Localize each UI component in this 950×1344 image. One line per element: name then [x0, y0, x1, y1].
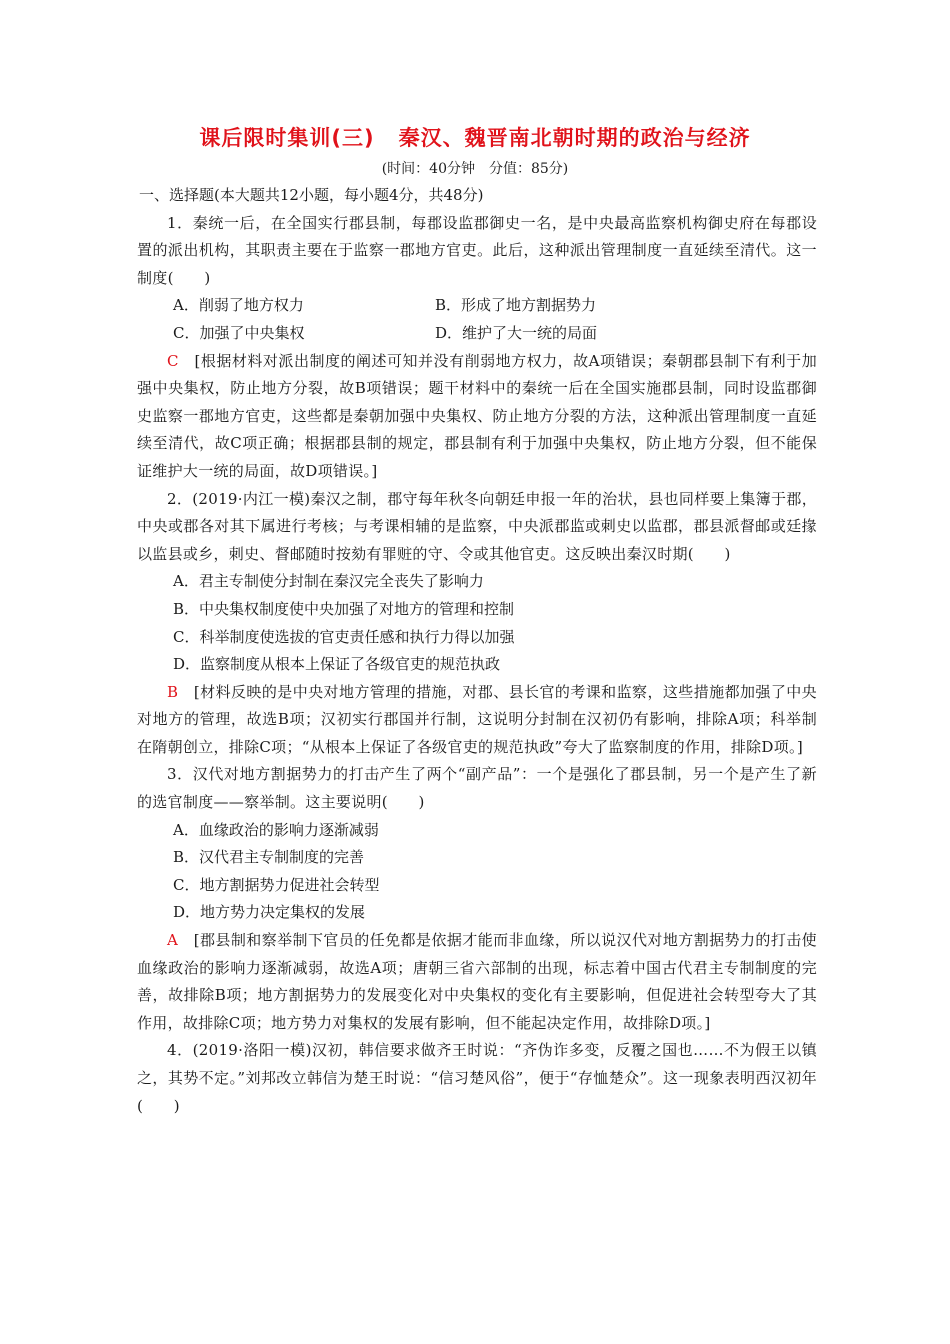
question-3-explanation	[137, 927, 817, 1037]
question-3-answer: A	[167, 931, 179, 950]
question-2-explanation-text: [材料反映的是中央对地方管理的措施，对郡、县长官的考课和监察，这些措施都加强了中央对地方的管理，故选B项；汉初实行郡国并行制，这说明分封制在汉初仍有影响，排除A项；科举制在隋朝创立，排除C项；“从根本上保证了各级官吏的规范执政”夸大了监察制度的作用，排除D项。]	[137, 682, 817, 756]
question-2-option-b: B．中央集权制度使中央加强了对地方的管理和控制	[173, 599, 515, 618]
question-1-option-d: D．维护了大一统的局面	[435, 323, 598, 342]
question-2-answer: B	[167, 682, 179, 701]
question-1-answer: C	[167, 351, 179, 370]
page-title	[0, 122, 950, 152]
question-3-option-d: D．地方势力决定集权的发展	[173, 903, 366, 922]
question-3-option-b: B．汉代君主专制制度的完善	[173, 848, 365, 867]
question-1-option-a: A．削弱了地方权力	[173, 296, 304, 315]
question-1-options-row-2	[137, 320, 817, 348]
time-score-info: (时间：40分钟 分值：85分)	[381, 161, 569, 177]
document-body	[137, 182, 817, 1120]
question-1-explanation	[137, 348, 817, 486]
title-topic: 秦汉、魏晋南北朝时期的政治与经济	[398, 126, 751, 150]
question-4-stem: 4．(2019·洛阳一模)汉初，韩信要求做齐王时说：“齐伪诈多变，反覆之国也……不为假王以镇之，其势不定。”刘邦改立韩信为楚王时说：“信习楚风俗”，便于“存恤楚众”。这一现象表明西汉初年( )	[137, 1041, 817, 1115]
question-1-option-c: C．加强了中央集权	[173, 323, 305, 342]
question-1-stem: 1．秦统一后，在全国实行郡县制，每郡设监郡御史一名，是中央最高监察机构御史府在每郡设置的派出机构，其职责主要在于监察一郡地方官吏。此后，这种派出管理制度一直延续至清代。这一制度( )	[137, 213, 817, 287]
question-2-option-a: A．君主专制使分封制在秦汉完全丧失了影响力	[173, 572, 484, 591]
question-2-explanation	[137, 679, 817, 762]
question-2-option-d: D．监察制度从根本上保证了各级官吏的规范执政	[173, 655, 501, 674]
section-heading: 一、选择题(本大题共12小题，每小题4分，共48分)	[139, 186, 484, 204]
title-series: 课后限时集训(三)	[199, 126, 375, 150]
question-1-option-b: B．形成了地方割据势力	[435, 296, 597, 315]
question-2-stem: 2．(2019·内江一模)秦汉之制，郡守每年秋冬向朝廷申报一年的治状，县也同样要上集簿于郡，中央或郡各对其下属进行考核；与考课相辅的是监察，中央派郡监或刺史以监郡，郡县派督邮或廷掾以监县或乡，刺史、督邮随时按劾有罪赃的守、令或其他官吏。这反映出秦汉时期( )	[137, 489, 817, 563]
question-1-options-row-1	[137, 292, 817, 320]
question-3-option-c: C．地方割据势力促进社会转型	[173, 875, 380, 894]
question-1-explanation-text: [根据材料对派出制度的阐述可知并没有削弱地方权力，故A项错误；秦朝郡县制下有利于加强中央集权，防止地方分裂，故B项错误；题干材料中的秦统一后在全国实施郡县制，同时设监郡御史监察一郡地方官吏，这些都是秦朝加强中央集权、防止地方分裂的方法，这种派出管理制度一直延续至清代，故C项正确；根据郡县制的规定，郡县制有利于加强中央集权，防止地方分裂，但不能保证维护大一统的局面，故D项错误。]	[137, 351, 817, 480]
question-3-explanation-text: [郡县制和察举制下官员的任免都是依据才能而非血缘，所以说汉代对地方割据势力的打击使血缘政治的影响力逐渐减弱，故选A项；唐朝三省六部制的出现，标志着中国古代君主专制制度的完善，故排除B项；地方割据势力的发展变化对中央集权的变化有主要影响，但促进社会转型夸大了其作用，故排除C项；地方势力对集权的发展有影响，但不能起决定作用，故排除D项。]	[137, 931, 817, 1032]
question-3-option-a: A．血缘政治的影响力逐渐减弱	[173, 820, 379, 839]
question-3-stem: 3．汉代对地方割据势力的打击产生了两个“副产品”：一个是强化了郡县制，另一个是产生了新的选官制度——察举制。这主要说明( )	[137, 765, 817, 812]
question-2-option-c: C．科举制度使选拔的官吏责任感和执行力得以加强	[173, 627, 515, 646]
